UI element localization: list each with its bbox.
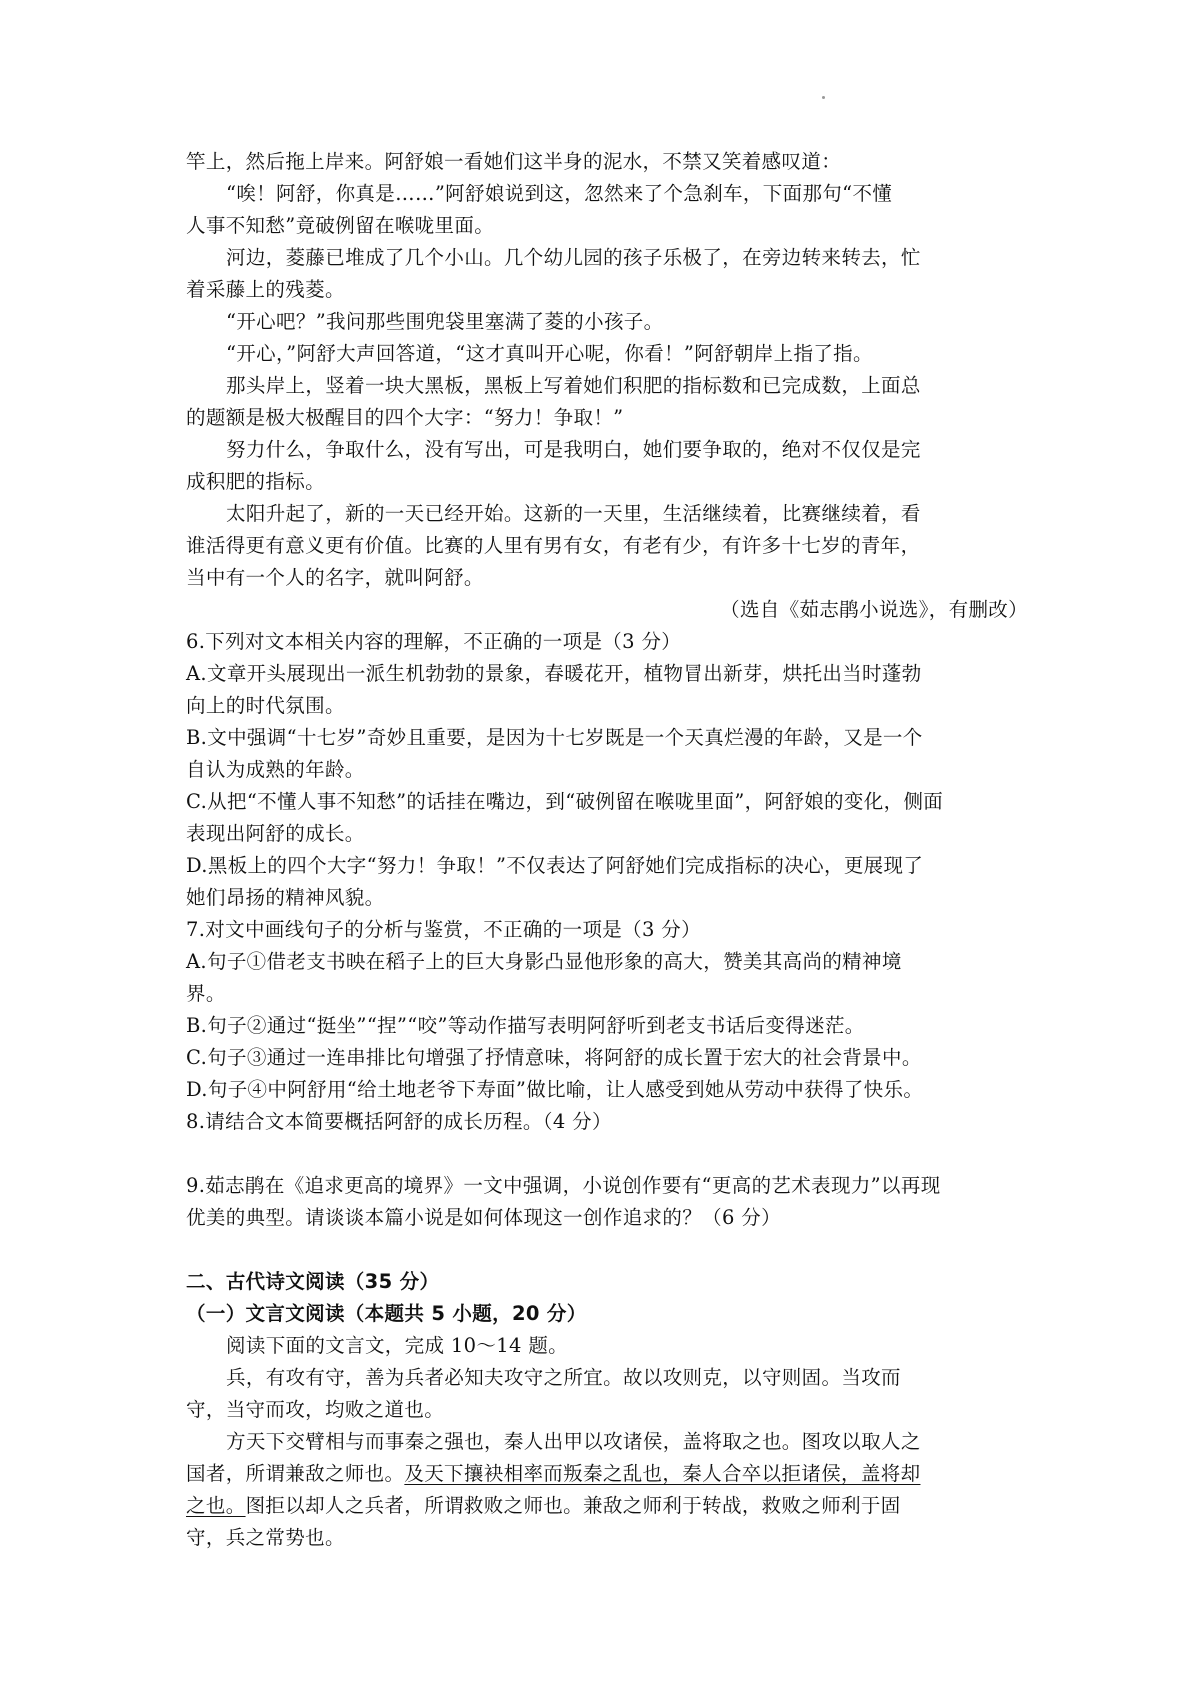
option-line: C.从把“不懂人事不知愁”的话挂在嘴边，到“破例留在喉咙里面”，阿舒娘的变化，侧面 — [186, 790, 944, 813]
classical-text-line: 兵，有攻有守，善为兵者必知夫攻守之所宜。故以攻则克，以守则固。当攻而 — [226, 1366, 901, 1389]
question-8 — [186, 1106, 1028, 1138]
option-line: 表现出阿舒的成长。 — [186, 822, 365, 845]
question-6 — [186, 626, 1028, 914]
option-line: 自认为成熟的年龄。 — [186, 758, 365, 781]
underlined-sentence: 之也。 — [186, 1494, 246, 1517]
story-line: 人事不知愁”竟破例留在喉咙里面。 — [186, 214, 495, 237]
option-line: B.文中强调“十七岁”奇妙且重要，是因为十七岁既是一个天真烂漫的年龄，又是一个 — [186, 726, 923, 749]
answer-space — [186, 1138, 1028, 1170]
story-line: “开心吧？”我问那些围兜袋里塞满了菱的小孩子。 — [226, 310, 664, 333]
classical-text-line: 守，兵之常势也。 — [186, 1526, 345, 1549]
option-line: A.文章开头展现出一派生机勃勃的景象，春暖花开，植物冒出新芽，烘托出当时蓬勃 — [186, 662, 922, 685]
option-line: B.句子②通过“挺坐”“捏”“咬”等动作描写表明阿舒听到老支书话后变得迷茫。 — [186, 1014, 865, 1037]
option-line: 向上的时代氛围。 — [186, 694, 345, 717]
question-7 — [186, 914, 1028, 1106]
story-line: 谁活得更有意义更有价值。比赛的人里有男有女，有老有少，有许多十七岁的青年， — [186, 534, 921, 557]
story-line: 当中有一个人的名字，就叫阿舒。 — [186, 566, 484, 589]
classical-text-line: 守，当守而攻，均败之道也。 — [186, 1398, 445, 1421]
section-subtitle: （一）文言文阅读（本题共 5 小题，20 分） — [186, 1302, 587, 1325]
option-line: A.句子①借老支书映在稻子上的巨大身影凸显他形象的高大，赞美其高尚的精神境 — [186, 950, 902, 973]
section-title: 二、古代诗文阅读（35 分） — [186, 1270, 440, 1293]
question-stem: 7.对文中画线句子的分析与鉴赏，不正确的一项是（3 分） — [186, 918, 702, 941]
question-stem: 6.下列对文本相关内容的理解，不正确的一项是（3 分） — [186, 630, 682, 653]
underlined-sentence: 及天下攘袂相率而叛秦之乱也，秦人合卒以拒诸侯，盖将却 — [404, 1462, 921, 1485]
question-stem: 8.请结合文本简要概括阿舒的成长历程。（4 分） — [186, 1110, 612, 1133]
story-line: 河边，菱藤已堆成了几个小山。几个幼儿园的孩子乐极了，在旁边转来转去，忙 — [226, 246, 921, 269]
option-line: D.句子④中阿舒用“给土地老爷下寿面”做比喻，让人感受到她从劳动中获得了快乐。 — [186, 1078, 924, 1101]
instruction-text: 阅读下面的文言文，完成 10～14 题。 — [226, 1334, 569, 1357]
story-line: 的题额是极大极醒目的四个大字：“努力！争取！” — [186, 406, 624, 429]
option-line: D.黑板上的四个大字“努力！争取！”不仅表达了阿舒她们完成指标的决心，更展现了 — [186, 854, 924, 877]
exam-page — [186, 146, 1028, 1554]
scan-speck — [822, 96, 825, 99]
option-line: 她们昂扬的精神风貌。 — [186, 886, 385, 909]
question-stem: 优美的典型。请谈谈本篇小说是如何体现这一创作追求的？（6 分） — [186, 1206, 781, 1229]
question-stem: 9.茹志鹃在《追求更高的境界》一文中强调，小说创作要有“更高的艺术表现力”以再现 — [186, 1174, 941, 1197]
option-line: C.句子③通过一连串排比句增强了抒情意味，将阿舒的成长置于宏大的社会背景中。 — [186, 1046, 922, 1069]
story-line: 那头岸上，竖着一块大黑板，黑板上写着她们积肥的指标数和已完成数，上面总 — [226, 374, 921, 397]
classical-text-line: 方天下交臂相与而事秦之强也，秦人出甲以攻诸侯，盖将取之也。图攻以取人之 — [226, 1430, 921, 1453]
classical-text-line — [186, 1490, 1028, 1522]
story-line: 成积肥的指标。 — [186, 470, 325, 493]
story-line: 努力什么，争取什么，没有写出，可是我明白，她们要争取的，绝对不仅仅是完 — [226, 438, 921, 461]
classical-text-line — [186, 1458, 1028, 1490]
story-line: 竿上，然后拖上岸来。阿舒娘一看她们这半身的泥水，不禁又笑着感叹道： — [186, 150, 842, 173]
story-line: “开心，”阿舒大声回答道，“这才真叫开心呢，你看！”阿舒朝岸上指了指。 — [226, 342, 873, 365]
story-line: 太阳升起了，新的一天已经开始。这新的一天里，生活继续着，比赛继续着，看 — [226, 502, 921, 525]
section-2 — [186, 1266, 1028, 1554]
question-9 — [186, 1170, 1028, 1234]
story-line: “唉！阿舒，你真是……”阿舒娘说到这，忽然来了个急刹车，下面那句“不懂 — [226, 182, 893, 205]
story-source: （选自《茹志鹃小说选》，有删改） — [720, 598, 1028, 621]
story-line: 着采藤上的残菱。 — [186, 278, 345, 301]
option-line: 界。 — [186, 982, 226, 1005]
story-passage — [186, 146, 1028, 626]
text-segment: 图拒以却人之兵者，所谓救败之师也。兼敌之师利于转战，救败之师利于固 — [245, 1494, 901, 1517]
answer-space — [186, 1234, 1028, 1266]
text-segment: 国者，所谓兼敌之师也。 — [186, 1462, 405, 1485]
